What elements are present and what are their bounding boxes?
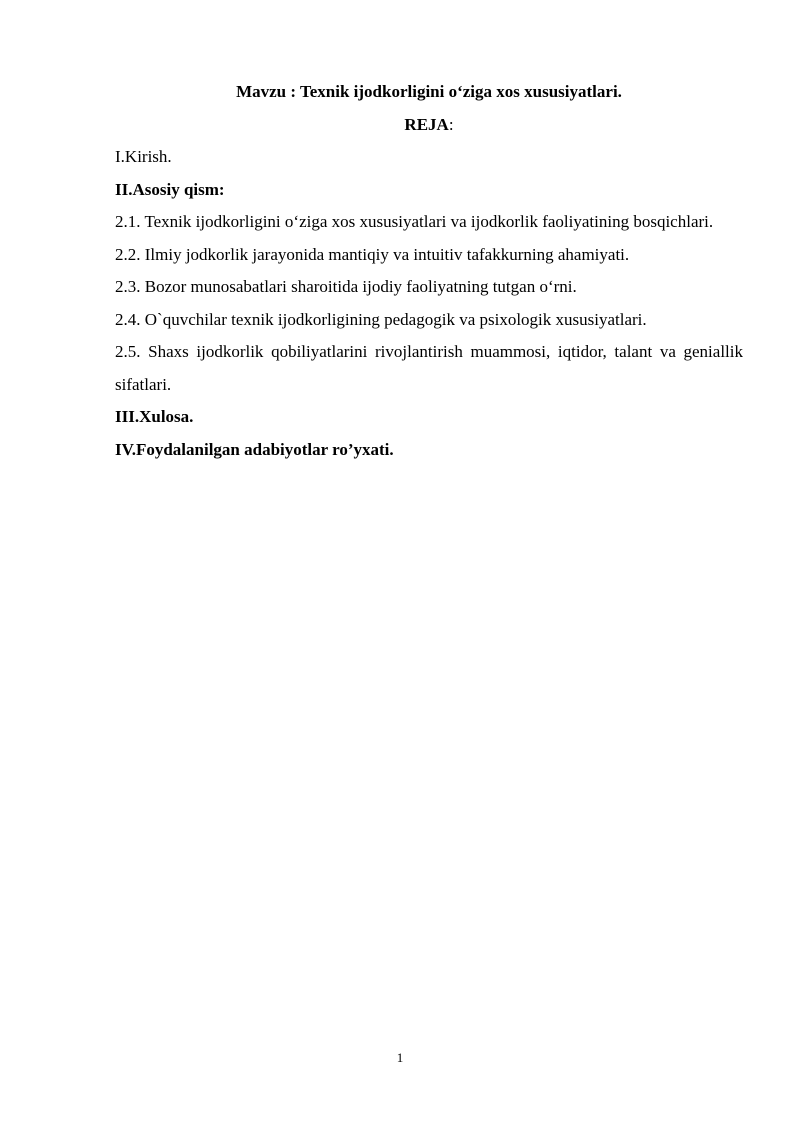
plan-heading: [115, 109, 743, 142]
plan-item-2-5: 2.5. Shaxs ijodkorlik qobiliyatlarini rivojlantirish muammosi, iqtidor, talant va geniallik sifatlari.: [115, 342, 743, 394]
document-body: [115, 76, 743, 466]
plan-item-references: IV.Foydalanilgan adabiyotlar ro’yxati.: [115, 439, 394, 459]
plan-item-2-3: 2.3. Bozor munosabatlari sharoitida ijodiy faoliyatning tutgan o‘rni.: [115, 277, 577, 296]
plan-item-2-4: 2.4. O`quvchilar texnik ijodkorligining pedagogik va psixologik xususiyatlari.: [115, 309, 647, 329]
page-number: 1: [396, 1050, 404, 1065]
plan-item-introduction: I.Kirish.: [115, 147, 172, 166]
plan-item-2-1: 2.1. Texnik ijodkorligini o‘ziga xos xususiyatlari va ijodkorlik faoliyatining bosqichlari.: [115, 212, 714, 231]
plan-item-main-part: II.Asosiy qism:: [115, 179, 225, 199]
plan-item-conclusion: III.Xulosa.: [115, 407, 194, 426]
document-title: Mavzu : Texnik ijodkorligini o‘ziga xos xususiyatlari.: [236, 82, 622, 101]
plan-heading-colon: :: [448, 114, 454, 134]
plan-heading-text: REJA: [404, 114, 449, 134]
plan-item-2-2: 2.2. Ilmiy jodkorlik jarayonida mantiqiy va intuitiv tafakkurning ahamiyati.: [115, 244, 630, 264]
